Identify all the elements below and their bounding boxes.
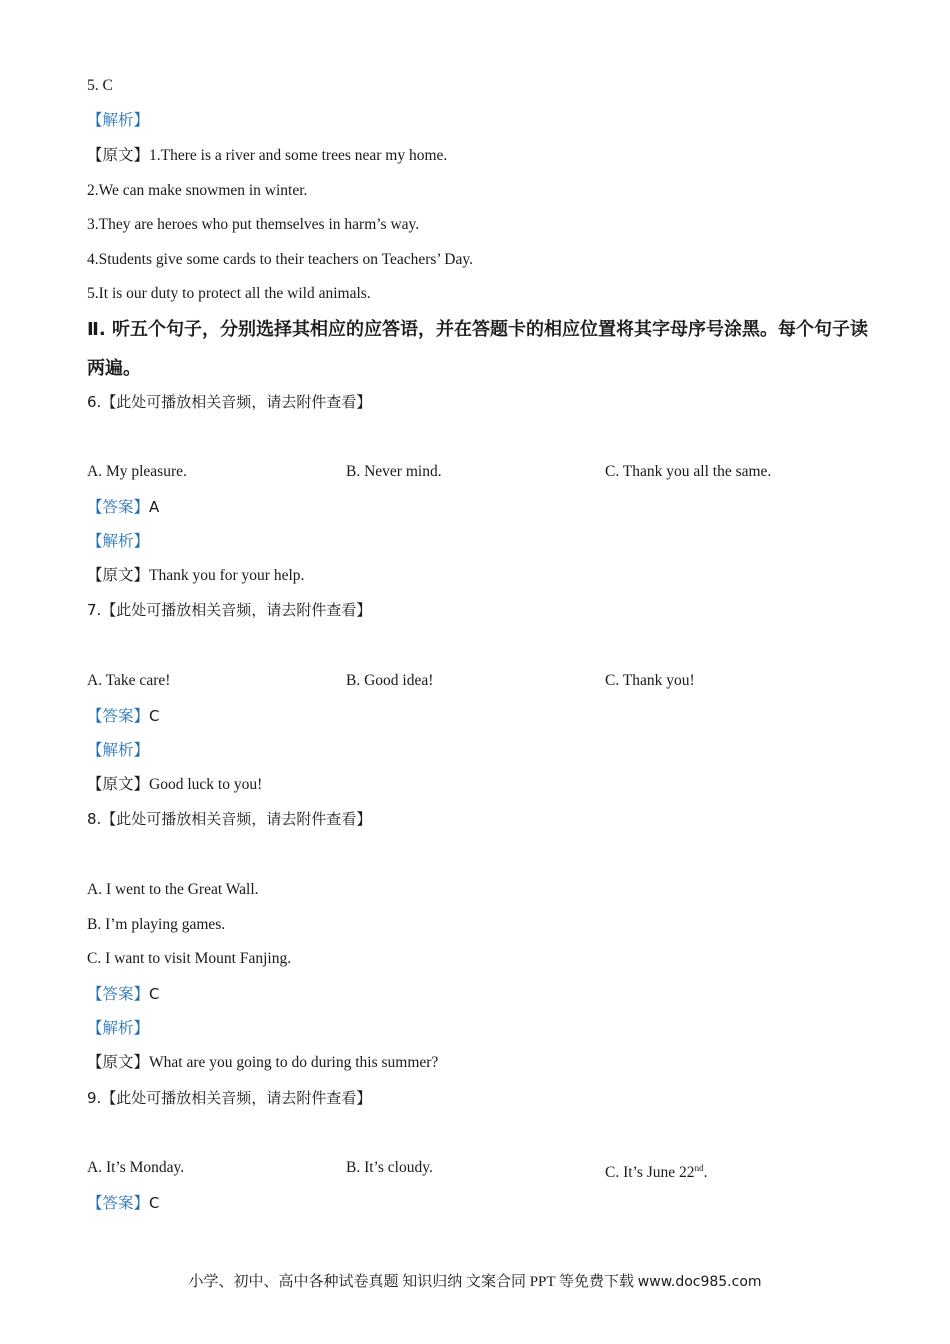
option-a: A. It’s Monday.	[87, 1159, 185, 1176]
answer-value: C	[149, 1194, 160, 1212]
original-text: Good luck to you!	[149, 776, 263, 793]
question-label: 7.【此处可播放相关音频，请去附件查看】	[87, 601, 372, 619]
answer-tag: 【答案】	[87, 986, 150, 1003]
answer-tag: 【答案】	[87, 1195, 150, 1212]
original-tag: 【原文】	[87, 776, 150, 793]
original-tag: 【原文】	[87, 147, 150, 164]
option-a: A. Take care!	[87, 672, 171, 689]
analysis-tag: 【解析】	[87, 1020, 150, 1037]
option-c	[605, 1158, 707, 1183]
q5-original-line-1	[87, 146, 447, 166]
option-a: A. I went to the Great Wall.	[87, 881, 259, 898]
answer-value: C	[149, 707, 160, 725]
original-tag: 【原文】	[87, 567, 150, 584]
q5-answer: 5. C	[87, 77, 113, 94]
original-line	[87, 566, 304, 586]
option-b: B. Good idea!	[346, 672, 434, 689]
option-b: B. I’m playing games.	[87, 916, 226, 933]
script-line: 1.There is a river and some trees near my home.	[149, 147, 448, 164]
script-line: 3.They are heroes who put themselves in harm’s way.	[87, 216, 420, 233]
answer-value: A	[149, 498, 160, 516]
question-label: 9.【此处可播放相关音频，请去附件查看】	[87, 1089, 372, 1107]
q5-analysis-tag: 【解析】	[87, 112, 150, 129]
option-c-text: C. It’s June 22	[605, 1164, 695, 1182]
original-text: What are you going to do during this summer?	[149, 1054, 439, 1071]
option-b: B. It’s cloudy.	[346, 1159, 433, 1176]
option-c: C. Thank you all the same.	[605, 463, 772, 480]
option-c-end: .	[703, 1164, 708, 1182]
original-line	[87, 1053, 438, 1073]
footer-url[interactable]: www.doc985.com	[637, 1274, 762, 1290]
ordinal-suffix: nd	[694, 1163, 704, 1173]
page-footer	[0, 1270, 950, 1291]
original-text: Thank you for your help.	[149, 567, 305, 584]
answer-line	[87, 1193, 160, 1214]
script-line: 5.It is our duty to protect all the wild animals.	[87, 285, 371, 302]
answer-line	[87, 984, 160, 1005]
option-c: C. Thank you!	[605, 672, 695, 689]
option-b: B. Never mind.	[346, 463, 442, 480]
analysis-tag: 【解析】	[87, 533, 150, 550]
question-label: 8.【此处可播放相关音频，请去附件查看】	[87, 810, 372, 828]
question-label: 6.【此处可播放相关音频，请去附件查看】	[87, 393, 372, 411]
script-line: 4.Students give some cards to their teachers on Teachers’ Day.	[87, 251, 474, 268]
footer-text: 小学、初中、高中各种试卷真题 知识归纳 文案合同 PPT 等免费下载	[188, 1274, 635, 1290]
answer-tag: 【答案】	[87, 499, 150, 516]
original-line	[87, 775, 262, 795]
script-line: 2.We can make snowmen in winter.	[87, 182, 308, 199]
original-tag: 【原文】	[87, 1054, 150, 1071]
answer-line	[87, 497, 159, 518]
option-c: C. I want to visit Mount Fanjing.	[87, 950, 292, 967]
answer-tag: 【答案】	[87, 708, 150, 725]
answer-line	[87, 706, 160, 727]
analysis-tag: 【解析】	[87, 742, 150, 759]
option-a: A. My pleasure.	[87, 463, 187, 480]
answer-value: C	[149, 985, 160, 1003]
section-heading: Ⅱ. 听五个句子，分别选择其相应的应答语，并在答题卡的相应位置将其字母序号涂黑。每个句子读两遍。	[87, 319, 868, 379]
